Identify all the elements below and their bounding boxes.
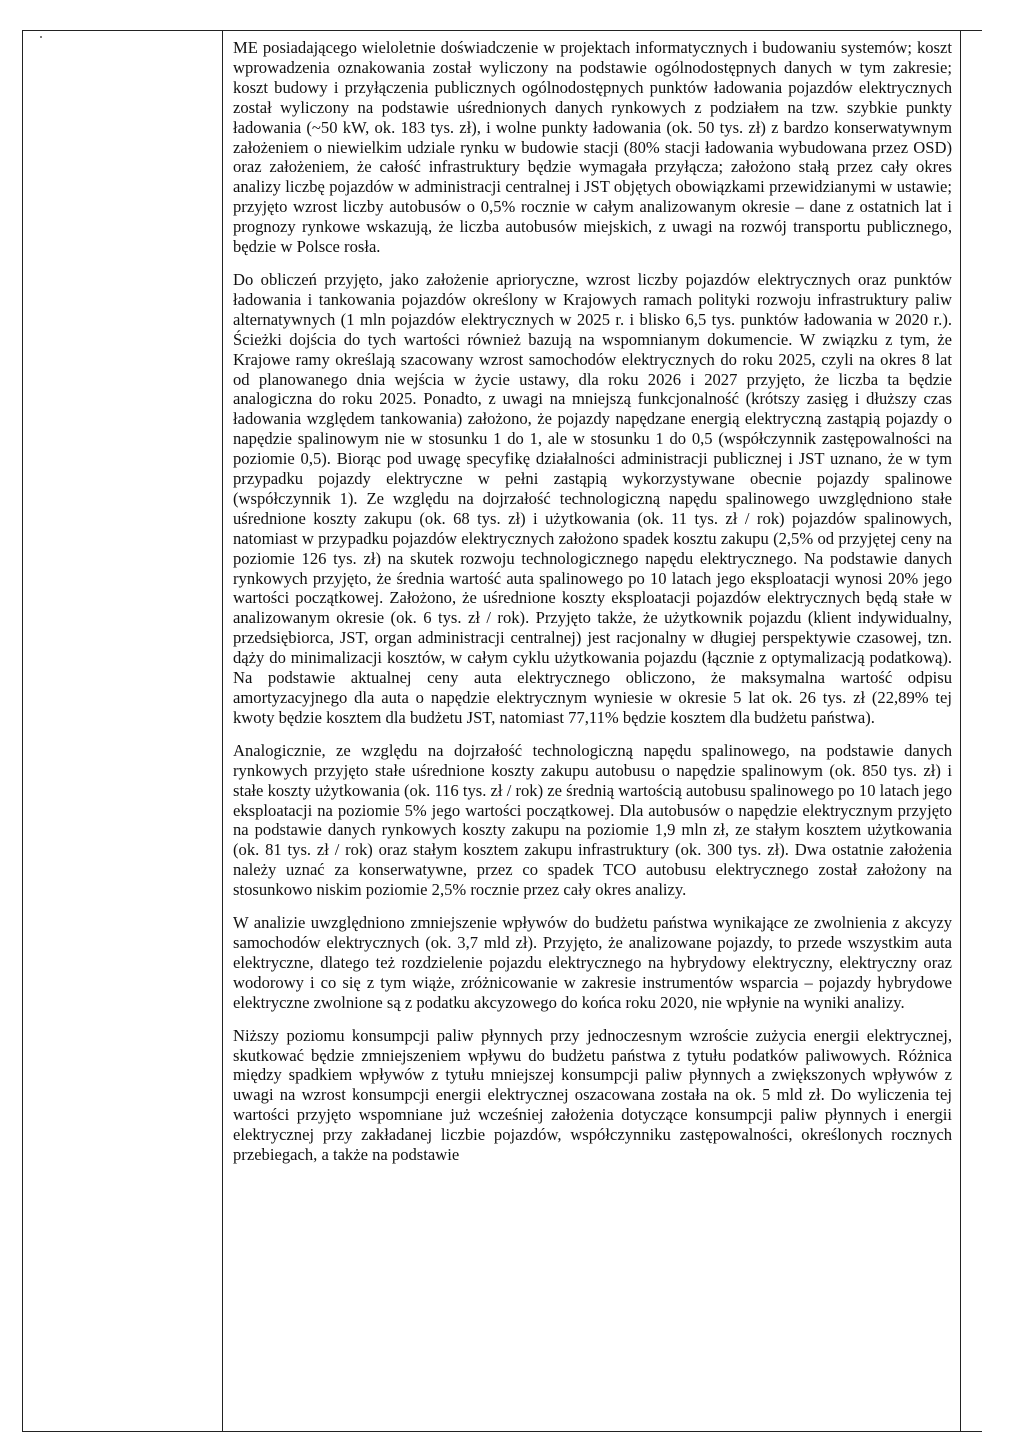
paragraph-fuel-tax-impact: Niższy poziomu konsumpcji paliw płynnych przy jednoczesnym wzroście zużycia energii elektrycznej, skutkować będzie zmniejszeniem wpływu do budżetu państwa z tytułu podatków paliwowych. Różnica między spadkiem wpływów z tytułu mniejszej konsumpcji paliw płynnych a zwiększonych wpływów z uwagi na wzrost konsumpcji energii elektrycznej oszacowana została na ok. 5 mld zł. Do wyliczenia tej wartości przyjęto wspomniane już wcześniej założenia dotyczące konsumpcji paliw płynnych i energii elektrycznej przy zakładanej liczbie pojazdów, współczynniku zastępowalności, określonych rocznych przebiegach, a także na podstawie	[233, 1025, 952, 1165]
scan-speck	[40, 36, 42, 38]
table-right-edge	[960, 30, 961, 1432]
left-empty-cell	[23, 31, 221, 1431]
paragraph-vehicle-growth-assumptions: Do obliczeń przyjęto, jako założenie aprioryczne, wzrost liczby pojazdów elektrycznych oraz punktów ładowania i tankowania pojazdów określony w Krajowych ramach polityki rozwoju infrastruktury paliw alternatywnych (1 mln pojazdów elektrycznych w 2025 r. i blisko 6,5 tys. punktów ładowania w 2020 r.). Ścieżki dojścia do tych wartości również bazują na wspomnianym dokumencie. W związku z tym, że Krajowe ramy określają szacowany wzrost samochodów elektrycznych do roku 2025, czyli na okres 8 lat od planowanego dnia wejścia w życie ustawy, dla roku 2026 i 2027 przyjęto, że liczba ta będzie analogiczna do roku 2025. Ponadto, z uwagi na mniejszą funkcjonalność (krótszy zasięg i dłuższy czas ładowania względem tankowania) założono, że pojazdy napędzane energią elektryczną zastąpią pojazdy o napędzie spalinowym nie w stosunku 1 do 1, ale w stosunku 1 do 0,5 (współczynnik zastępowalności na poziomie 0,5). Biorąc pod uwagę specyfikę działalności administracji publicznej i JST uznano, że w tym przypadku pojazdy elektryczne w pełni zastąpią wykorzystywane obecnie pojazdy spalinowe (współczynnik 1). Ze względu na dojrzałość technologiczną napędu spalinowego uwzględniono stałe uśrednione koszty zakupu (ok. 68 tys. zł) i użytkowania (ok. 11 tys. zł / rok) pojazdów spalinowych, natomiast w przypadku pojazdów elektrycznych założono spadek kosztu zakupu (2,5% od przyjętej ceny na poziomie 126 tys. zł) na skutek rozwoju technologicznego napędu elektrycznego. Na podstawie danych rynkowych przyjęto, że średnia wartość auta spalinowego po 10 latach jego eksploatacji wynosi 20% jego wartości początkowej. Założono, że uśrednione koszty eksploatacji pojazdów elektrycznych będą stałe w analizowanym okresie (ok. 6 tys. zł / rok). Przyjęto także, że użytkownik pojazdu (klient indywidualny, przedsiębiorca, JST, organ administracji centralnej) jest racjonalny w długiej perspektywie czasowej, tzn. dąży do minimalizacji kosztów, w całym cyklu użytkowania pojazdu (łącznie z optymalizacją podatkową). Na podstawie aktualnej ceny auta elektrycznego obliczono, że maksymalna wartość odpisu amortyzacyjnego dla auta o napędzie elektrycznym wyniesie w okresie 5 lat ok. 26 tys. zł (22,89% tej kwoty będzie kosztem dla budżetu JST, natomiast 77,11% będzie kosztem dla budżetu państwa).	[233, 269, 952, 727]
content-cell	[233, 38, 952, 1178]
paragraph-excise-exemption: W analizie uwzględniono zmniejszenie wpływów do budżetu państwa wynikające ze zwolnienia z akcyzy samochodów elektrycznych (ok. 3,7 mld zł). Przyjęto, że analizowane pojazdy, to przede wszystkim auta elektryczne, dlatego też rozdzielenie pojazdu elektrycznego na hybrydowy elektryczny, elektryczny oraz wodorowy i co się z tym wiąże, zróżnicowanie w zakresie instrumentów wsparcia – pojazdy hybrydowe elektryczne zwolnione są z podatku akcyzowego do końca roku 2020, nie wpłynie na wyniki analizy.	[233, 913, 952, 1012]
column-divider	[222, 30, 223, 1432]
paragraph-methodology-assumptions: ME posiadającego wieloletnie doświadczenie w projektach informatycznych i budowaniu systemów; koszt wprowadzenia oznakowania został wyliczony na podstawie ogólnodostępnych danych w tym zakresie; koszt budowy i przyłączenia publicznych ogólnodostępnych punktów ładowania pojazdów elektrycznych został wyliczony na podstawie uśrednionych danych rynkowych z podziałem na tzw. szybkie punkty ładowania (~50 kW, ok. 183 tys. zł), i wolne punkty ładowania (ok. 50 tys. zł) z bardzo konserwatywnym założeniem o niewielkim udziale rynku w budowie stacji (80% stacji ładowania wybudowana przez OSD) oraz założeniem, że całość infrastruktury będzie wymagała przyłącza; założono stałą przez cały okres analizy liczbę pojazdów w administracji centralnej i JST objętych obowiązkami przewidzianymi w ustawie; przyjęto wzrost liczby autobusów o 0,5% rocznie w całym analizowanym okresie – dane z ostatnich lat i prognozy rynkowe wskazują, że liczba autobusów miejskich, z uwagi na rozwój transportu publicznego, będzie w Polsce rosła.	[233, 38, 952, 257]
paragraph-bus-cost-assumptions: Analogicznie, ze względu na dojrzałość technologiczną napędu spalinowego, na podstawie danych rynkowych przyjęto stałe uśrednione koszty zakupu autobusu o napędzie spalinowym (ok. 850 tys. zł) i stałe koszty użytkowania (ok. 116 tys. zł / rok) ze średnią wartością autobusu spalinowego po 10 latach jego eksploatacji na poziomie 5% jego wartości początkowej. Dla autobusów o napędzie elektrycznym przyjęto na podstawie danych rynkowych koszty zakupu na poziomie 1,9 mln zł, ze stałym kosztem użytkowania (ok. 81 tys. zł / rok) oraz stałym kosztem zakupu infrastruktury (ok. 300 tys. zł). Dwa ostatnie założenia należy uznać za konserwatywne, przez co spadek TCO autobusu elektrycznego został założony na stosunkowo niskim poziomie 2,5% rocznie przez cały okres analizy.	[233, 740, 952, 900]
